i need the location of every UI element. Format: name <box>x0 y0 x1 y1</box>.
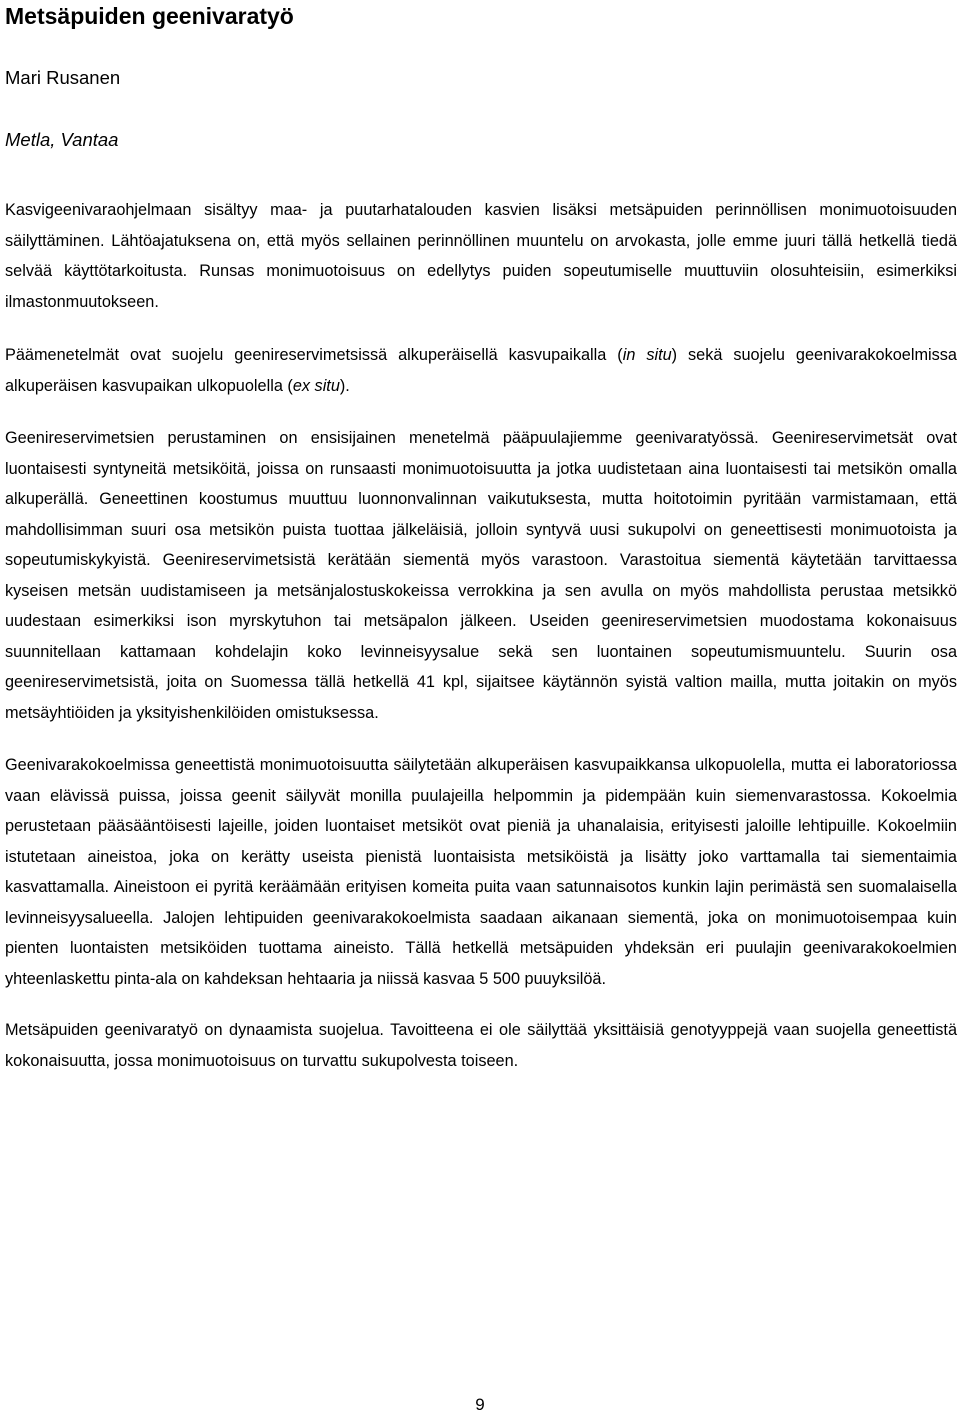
ex-situ-term: ex situ <box>292 376 340 395</box>
paragraph-methods-text-3: ). <box>339 376 350 395</box>
paragraph-conclusion: Metsäpuiden geenivaratyö on dynaamista suojelua. Tavoitteena ei ole säilyttää yksittäisiä genotyyppejä vaan suojella geneettistä kokonaisuutta, jossa monimuotoisuus on turvattu sukupolvesta toiseen. <box>5 1021 957 1070</box>
page-number: 9 <box>475 1395 485 1414</box>
paragraph-methods-text-1: Päämenetelmät ovat suojelu geenireservimetsissä alkuperäisellä kasvupaikalla ( <box>5 346 623 364</box>
paragraph-methods <box>5 340 957 401</box>
in-situ-term: in situ <box>622 346 672 364</box>
paragraph-gene-reserve-forests: Geenireservimetsien perustaminen on ensisijainen menetelmä pääpuulajiemme geenivaratyössä. Geenireservimetsät ovat luontaisesti syntyneitä metsiköitä, joissa on runsaasti monimuotoisuutta ja jotka uudistetaan aina luontaisesti tai metsikön omalla alkuperällä. Geneettinen koostumus muuttuu luonnonvalinnan vaikutuksesta, mutta hoitotoimin pyritään varmistamaan, että mahdollisimman suuri osa metsikön puista tuottaa jälkeläisiä, jolloin syntyvä uusi sukupolvi on geneettisesti monimuotoista ja sopeutumiskykyistä. Geenireservimetsistä kerätään siementä myös varastoon. Varastoitua siementä käytetään tarvittaessa kyseisen metsän uudistamiseen ja metsänjalostuskokeissa verrokkina ja sen avulla on myös mahdollista perustaa metsikkö uudestaan esimerkiksi ison myrskytuhon tai metsäpalon jälkeen. Useiden geenireservimetsien muodostama kokonaisuus suunnitellaan kattamaan kohdelajin koko levinneisyysalue sekä sen luontainen sopeutumismuuntelu. Suurin osa geenireservimetsistä, joita on Suomessa tällä hetkellä 41 kpl, sijaitsee käytännön syistä valtion mailla, mutta joitakin on myös metsäyhtiöiden ja yksityishenkilöiden omistuksessa. <box>5 429 957 722</box>
author-name: Mari Rusanen <box>5 67 121 88</box>
paragraph-intro: Kasvigeenivaraohjelmaan sisältyy maa- ja puutarhatalouden kasvien lisäksi metsäpuiden perinnöllisen monimuotoisuuden säilyttäminen. Lähtöajatuksena on, että myös sellainen perinnöllinen muuntelu on arvokasta, jolle emme juuri tällä hetkellä tiedä selvää käyttötarkoitusta. Runsas monimuotoisuus on edellytys puiden sopeutumiselle muuttuviin olosuhteisiin, esimerkiksi ilmastonmuutokseen. <box>5 201 957 311</box>
author-affiliation: Metla, Vantaa <box>5 129 119 150</box>
paragraph-gene-collections: Geenivarakokoelmissa geneettistä monimuotoisuutta säilytetään alkuperäisen kasvupaikkansa ulkopuolella, mutta ei laboratoriossa vaan elävissä puissa, joissa geenit säilyvät monilla puulajeilla helpommin ja pidempään kuin siemenvarastossa. Kokoelmia perustetaan pääsääntöisesti lajeille, joiden luontaiset metsiköt ovat pieniä ja uhanalaisia, erityisesti jaloille lehtipuille. Kokoelmiin istutetaan aineistoa, joka on kerätty useista pienistä luontaisista metsiköistä ja lisätty joko varttamalla tai siementaimia kasvattamalla. Aineistoon ei pyritä keräämään erityisen komeita puita vaan satunnaisotos kunkin lajin perimästä sen suomalaisella levinneisyysalueella. Jalojen lehtipuiden geenivarakokoelmista saadaan aikanaan siementä, joka on monimuotoisempaa kuin pienten luontaisten metsiköiden tuottama aineisto. Tällä hetkellä metsäpuiden yhdeksän eri puulajin geenivarakokoelmien yhteenlaskettu pinta-ala on kahdeksan hehtaaria ja niissä kasvaa 5 500 puuyksilöä. <box>5 756 957 988</box>
document-title: Metsäpuiden geenivaratyö <box>5 3 294 29</box>
paragraph-methods-text-2: ) sekä suojelu geenivarakokoelmissa alkuperäisen kasvupaikan ulkopuolella ( <box>5 346 957 395</box>
document-page <box>5 0 957 1076</box>
